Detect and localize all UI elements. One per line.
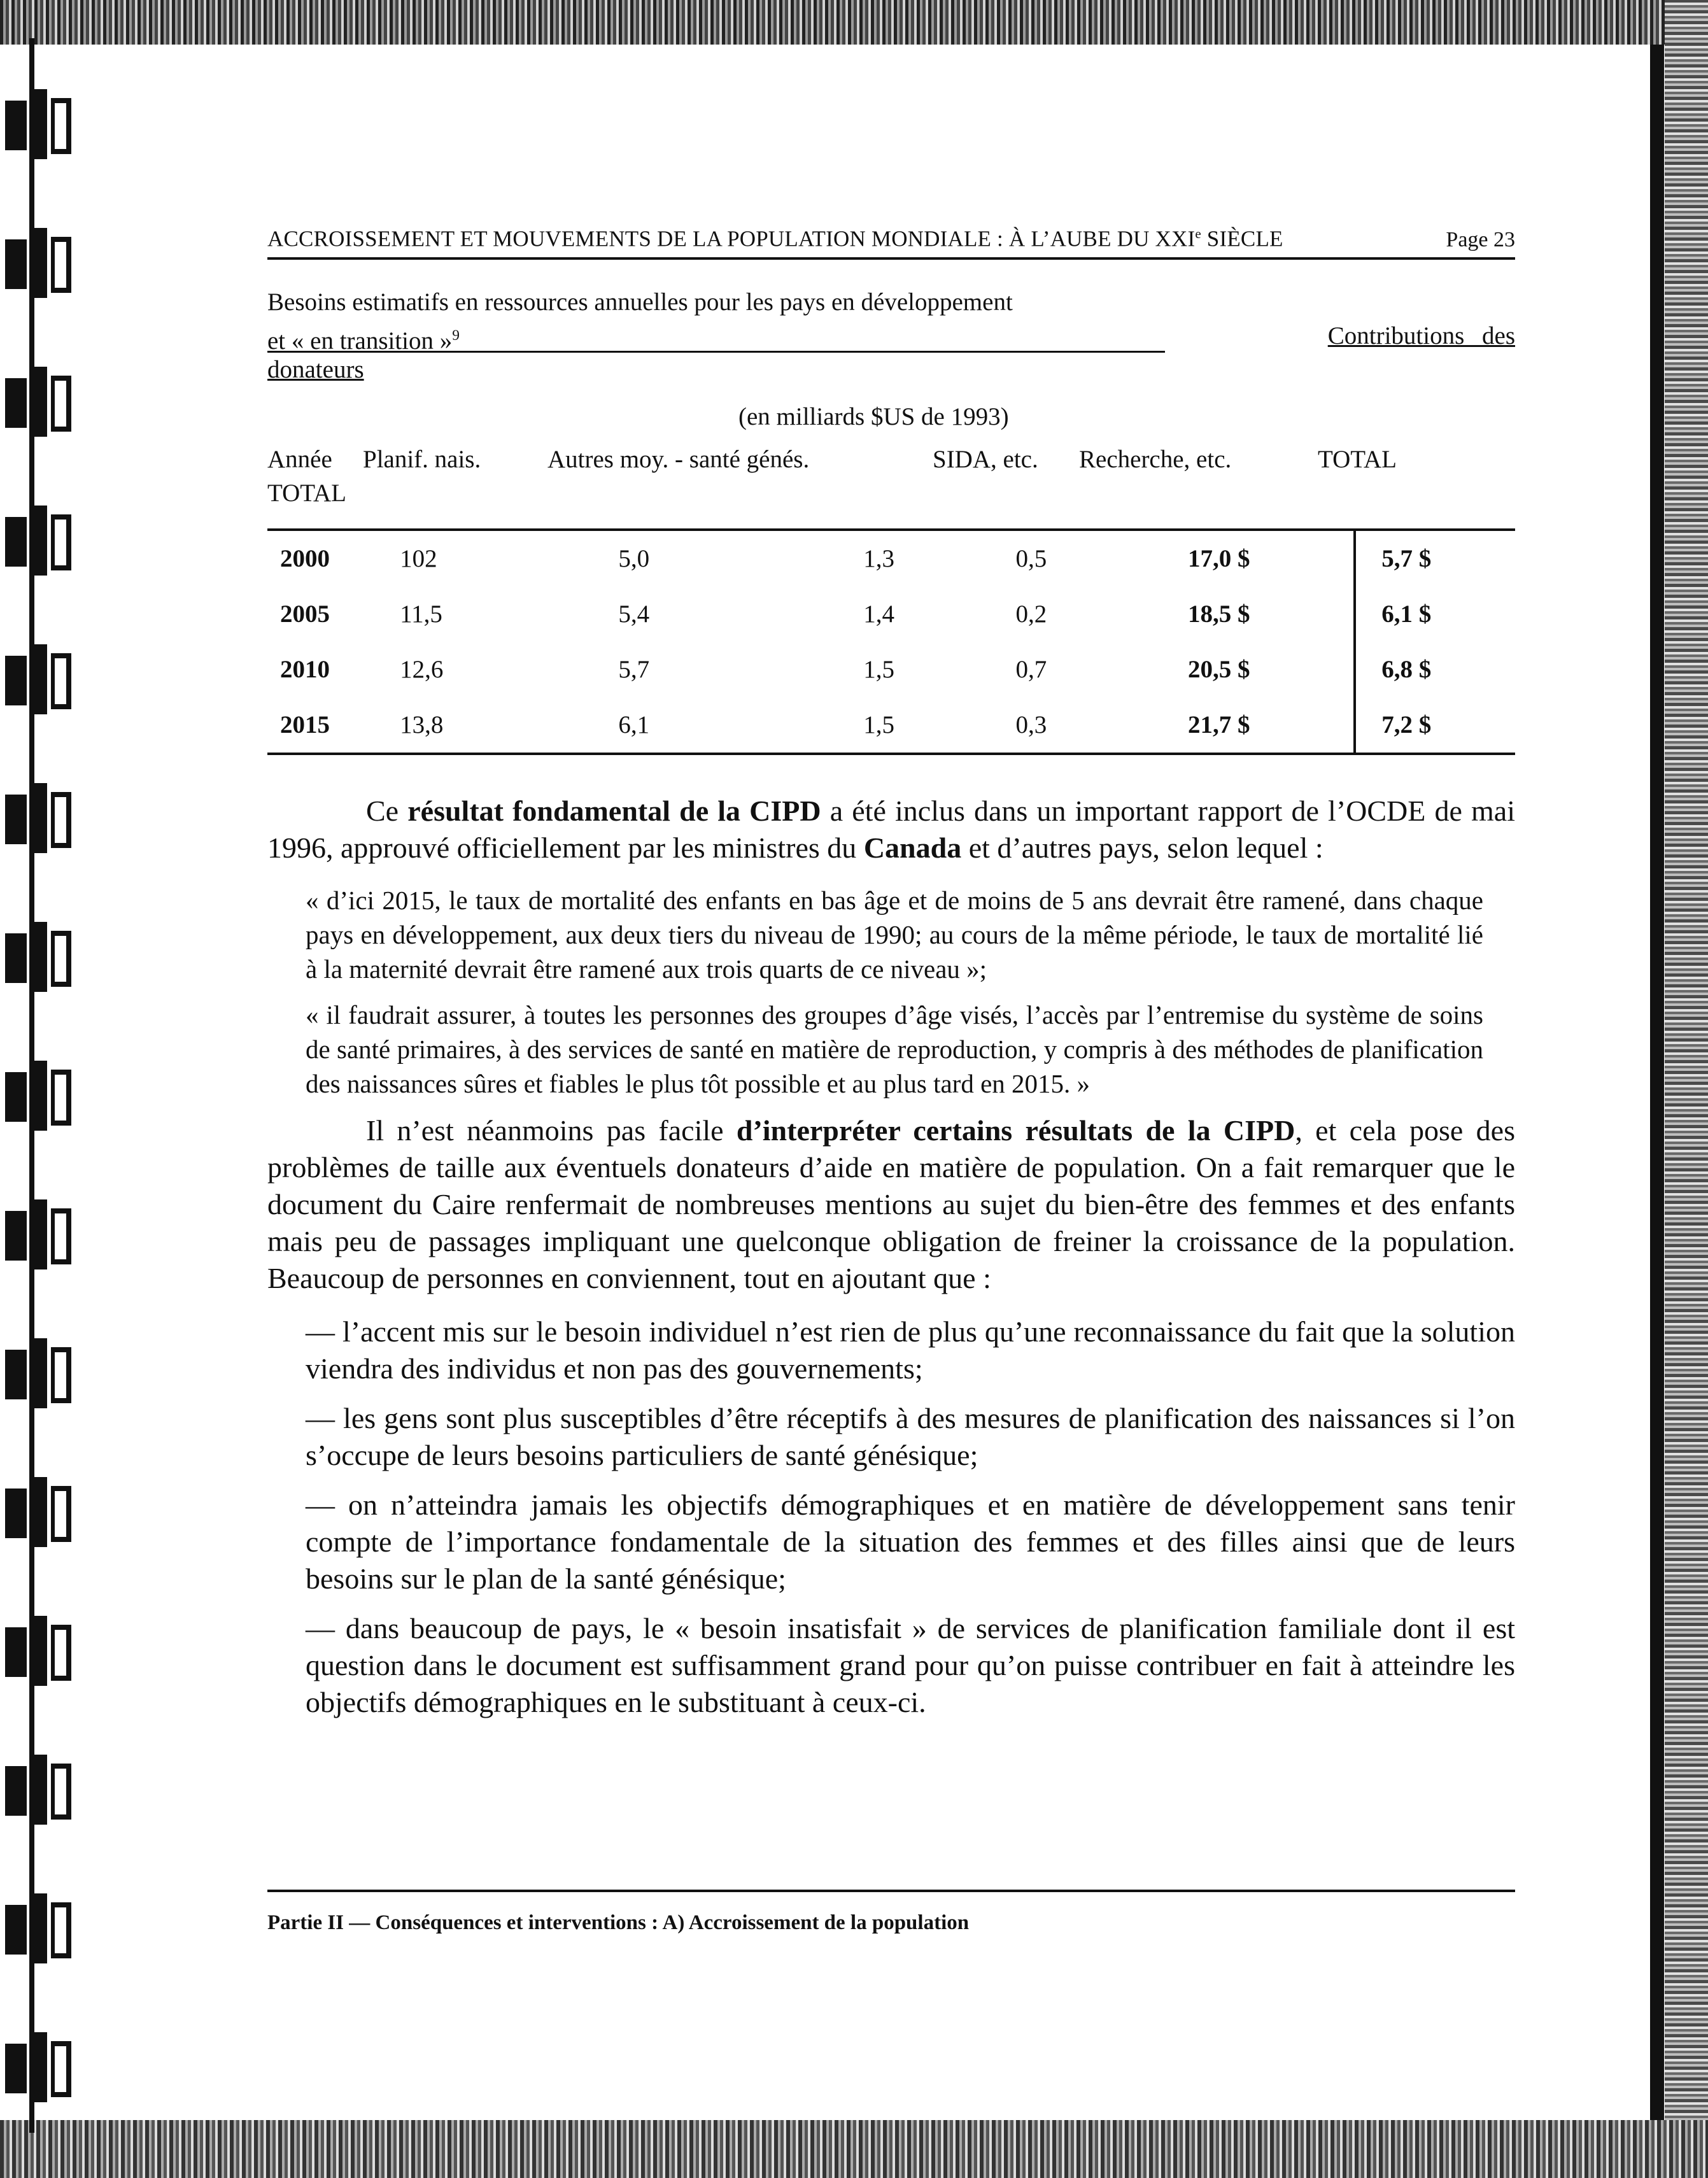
cell-sida: 1,4 bbox=[863, 600, 895, 628]
cell-contributions: 7,2 $ bbox=[1355, 697, 1515, 754]
binding-ring bbox=[5, 644, 74, 714]
binding-ring bbox=[5, 1893, 74, 1963]
binding-ring bbox=[5, 922, 74, 992]
cell-autres: 5,7 bbox=[618, 656, 650, 683]
paragraph-cipd-result: Ce résultat fondamental de la CIPD a été inclus dans un important rapport de l’OCDE de mai 1996, approuvé officiellement par les ministres du Canada et d’autres pays, selon lequel : bbox=[267, 795, 1515, 864]
cell-autres: 5,4 bbox=[618, 600, 650, 628]
cell-year: 2005 bbox=[280, 600, 330, 628]
binding-ring bbox=[5, 1616, 74, 1686]
binding-ring bbox=[5, 1477, 74, 1547]
cell-contributions: 6,8 $ bbox=[1355, 642, 1515, 697]
paragraph-interpretation: Il n’est néanmoins pas facile d’interpréter certains résultats de la CIPD, et cela pose des problèmes de taille aux éventuels donateurs d’aide en matière de population. On a fait remarquer que le document du Caire renfermait de nombreuses mentions au sujet du bien-être des femmes et des enfants mais peu de passages impliquant une quelconque obligation de freiner la croissance de la population. Beaucoup de personnes en conviennent, tout en ajoutant que : bbox=[267, 1114, 1515, 1294]
quote-access: « il faudrait assurer, à toutes les personnes des groupes d’âge visés, l’accès par l’entremise du système de soins de santé primaires, à des services de santé en matière de reproduction, y compris à des méthodes de planification des naissances sûres et fiables le plus tôt possible et au plus tard en 2015. » bbox=[306, 1000, 1483, 1098]
cell-autres: 5,0 bbox=[618, 545, 650, 572]
col-header-total-contrib: TOTAL bbox=[267, 479, 346, 507]
scan-border-bottom bbox=[0, 2120, 1708, 2178]
col-header-planif: Planif. nais. bbox=[363, 446, 481, 473]
binding-ring bbox=[5, 506, 74, 576]
body-text bbox=[267, 793, 1515, 1734]
running-head bbox=[267, 223, 1515, 260]
cell-planif: 12,6 bbox=[400, 656, 444, 683]
cell-sida: 1,5 bbox=[863, 711, 895, 739]
cell-recherche: 0,2 bbox=[1015, 600, 1047, 628]
col-header-sida: SIDA, etc. bbox=[933, 446, 1038, 473]
cell-planif: 13,8 bbox=[400, 711, 444, 739]
cell-sida: 1,5 bbox=[863, 656, 895, 683]
cell-recherche: 0,3 bbox=[1015, 711, 1047, 739]
dash-item-individual-need: — l’accent mis sur le besoin individuel n’est rien de plus qu’une reconnaissance du fait que la solution viendra des individus et non pas des gouvernements; bbox=[306, 1315, 1515, 1385]
binding-ring bbox=[5, 1338, 74, 1408]
binding-ring bbox=[5, 1199, 74, 1269]
cell-contributions: 5,7 $ bbox=[1355, 530, 1515, 586]
page-number: Page 23 bbox=[1446, 228, 1515, 251]
col-header-autres: Autres moy. - santé génés. bbox=[547, 446, 810, 473]
col-header-annee: Année bbox=[267, 446, 332, 473]
table-row bbox=[267, 697, 1515, 754]
cell-total: 17,0 $ bbox=[1188, 545, 1250, 572]
cell-planif: 11,5 bbox=[400, 600, 442, 628]
table-caption-line2: et « en transition »$^9$ bbox=[267, 319, 1165, 353]
cell-sida: 1,3 bbox=[863, 545, 895, 572]
table-caption-donateurs: donateurs bbox=[267, 356, 364, 383]
cell-autres: 6,1 bbox=[618, 711, 650, 739]
cell-total: 20,5 $ bbox=[1188, 656, 1250, 683]
binding-ring bbox=[5, 2032, 74, 2102]
cell-year: 2010 bbox=[280, 656, 330, 683]
binding-ring bbox=[5, 89, 74, 159]
table-caption-contributions: Contributions des bbox=[1327, 322, 1515, 350]
cell-year: 2000 bbox=[280, 545, 330, 572]
cell-planif: 102 bbox=[400, 545, 437, 572]
running-head-title: ACCROISSEMENT ET MOUVEMENTS DE LA POPULATION MONDIALE : À L’AUBE DU XXIe SIÈCLE bbox=[267, 226, 1283, 251]
cell-total: 18,5 $ bbox=[1188, 600, 1250, 628]
binding-ring bbox=[5, 783, 74, 853]
binding-ring bbox=[5, 228, 74, 298]
cell-total: 21,7 $ bbox=[1188, 711, 1250, 739]
scan-border-right bbox=[1665, 0, 1708, 2178]
dash-item-unmet-need: — dans beaucoup de pays, le « besoin insatisfait » de services de planification familiale dont il est question dans le document est suffisamment grand pour qu’on puisse contribuer en fait à atteindre les objectifs démographiques en le substituant à ceux-ci. bbox=[306, 1612, 1515, 1718]
table-unit: (en milliards $US de 1993) bbox=[738, 403, 1009, 430]
col-header-recherche: Recherche, etc. bbox=[1079, 446, 1232, 473]
cell-contributions: 6,1 $ bbox=[1355, 586, 1515, 642]
page-edge-shadow bbox=[1650, 45, 1664, 2120]
dash-item-receptive: — les gens sont plus susceptibles d’être réceptifs à des mesures de planification des naissances si l’on s’occupe de leurs besoins particuliers de santé génésique; bbox=[306, 1402, 1515, 1471]
table-row bbox=[267, 642, 1515, 697]
quote-mortality: « d’ici 2015, le taux de mortalité des enfants en bas âge et de moins de 5 ans devrait être ramené, dans chaque pays en développement, aux deux tiers du niveau de 1990; au cours de la même période, le taux de mortalité lié à la maternité devrait être ramené aux trois quarts de ce niveau »; bbox=[306, 886, 1483, 984]
cell-recherche: 0,5 bbox=[1015, 545, 1047, 572]
table-caption-line1: Besoins estimatifs en ressources annuelles pour les pays en développement bbox=[267, 288, 1013, 316]
cell-year: 2015 bbox=[280, 711, 330, 739]
cell-recherche: 0,7 bbox=[1015, 656, 1047, 683]
resources-table bbox=[267, 528, 1515, 755]
table-row bbox=[267, 530, 1515, 586]
binding-ring bbox=[5, 1755, 74, 1825]
dash-item-women: — on n’atteindra jamais les objectifs démographiques et en matière de développement sans tenir compte de l’importance fondamentale de la situation des femmes et des filles ainsi que de leurs besoins sur le plan de la santé génésique; bbox=[306, 1489, 1515, 1595]
col-header-total: TOTAL bbox=[1318, 446, 1397, 473]
footnote-ref: 9 bbox=[452, 327, 460, 344]
scan-border-top bbox=[0, 0, 1708, 45]
table-row bbox=[267, 586, 1515, 642]
binding-ring bbox=[5, 1061, 74, 1131]
binding-ring bbox=[5, 367, 74, 437]
page-footer: Partie II — Conséquences et interventions : A) Accroissement de la population bbox=[267, 1890, 1515, 1935]
